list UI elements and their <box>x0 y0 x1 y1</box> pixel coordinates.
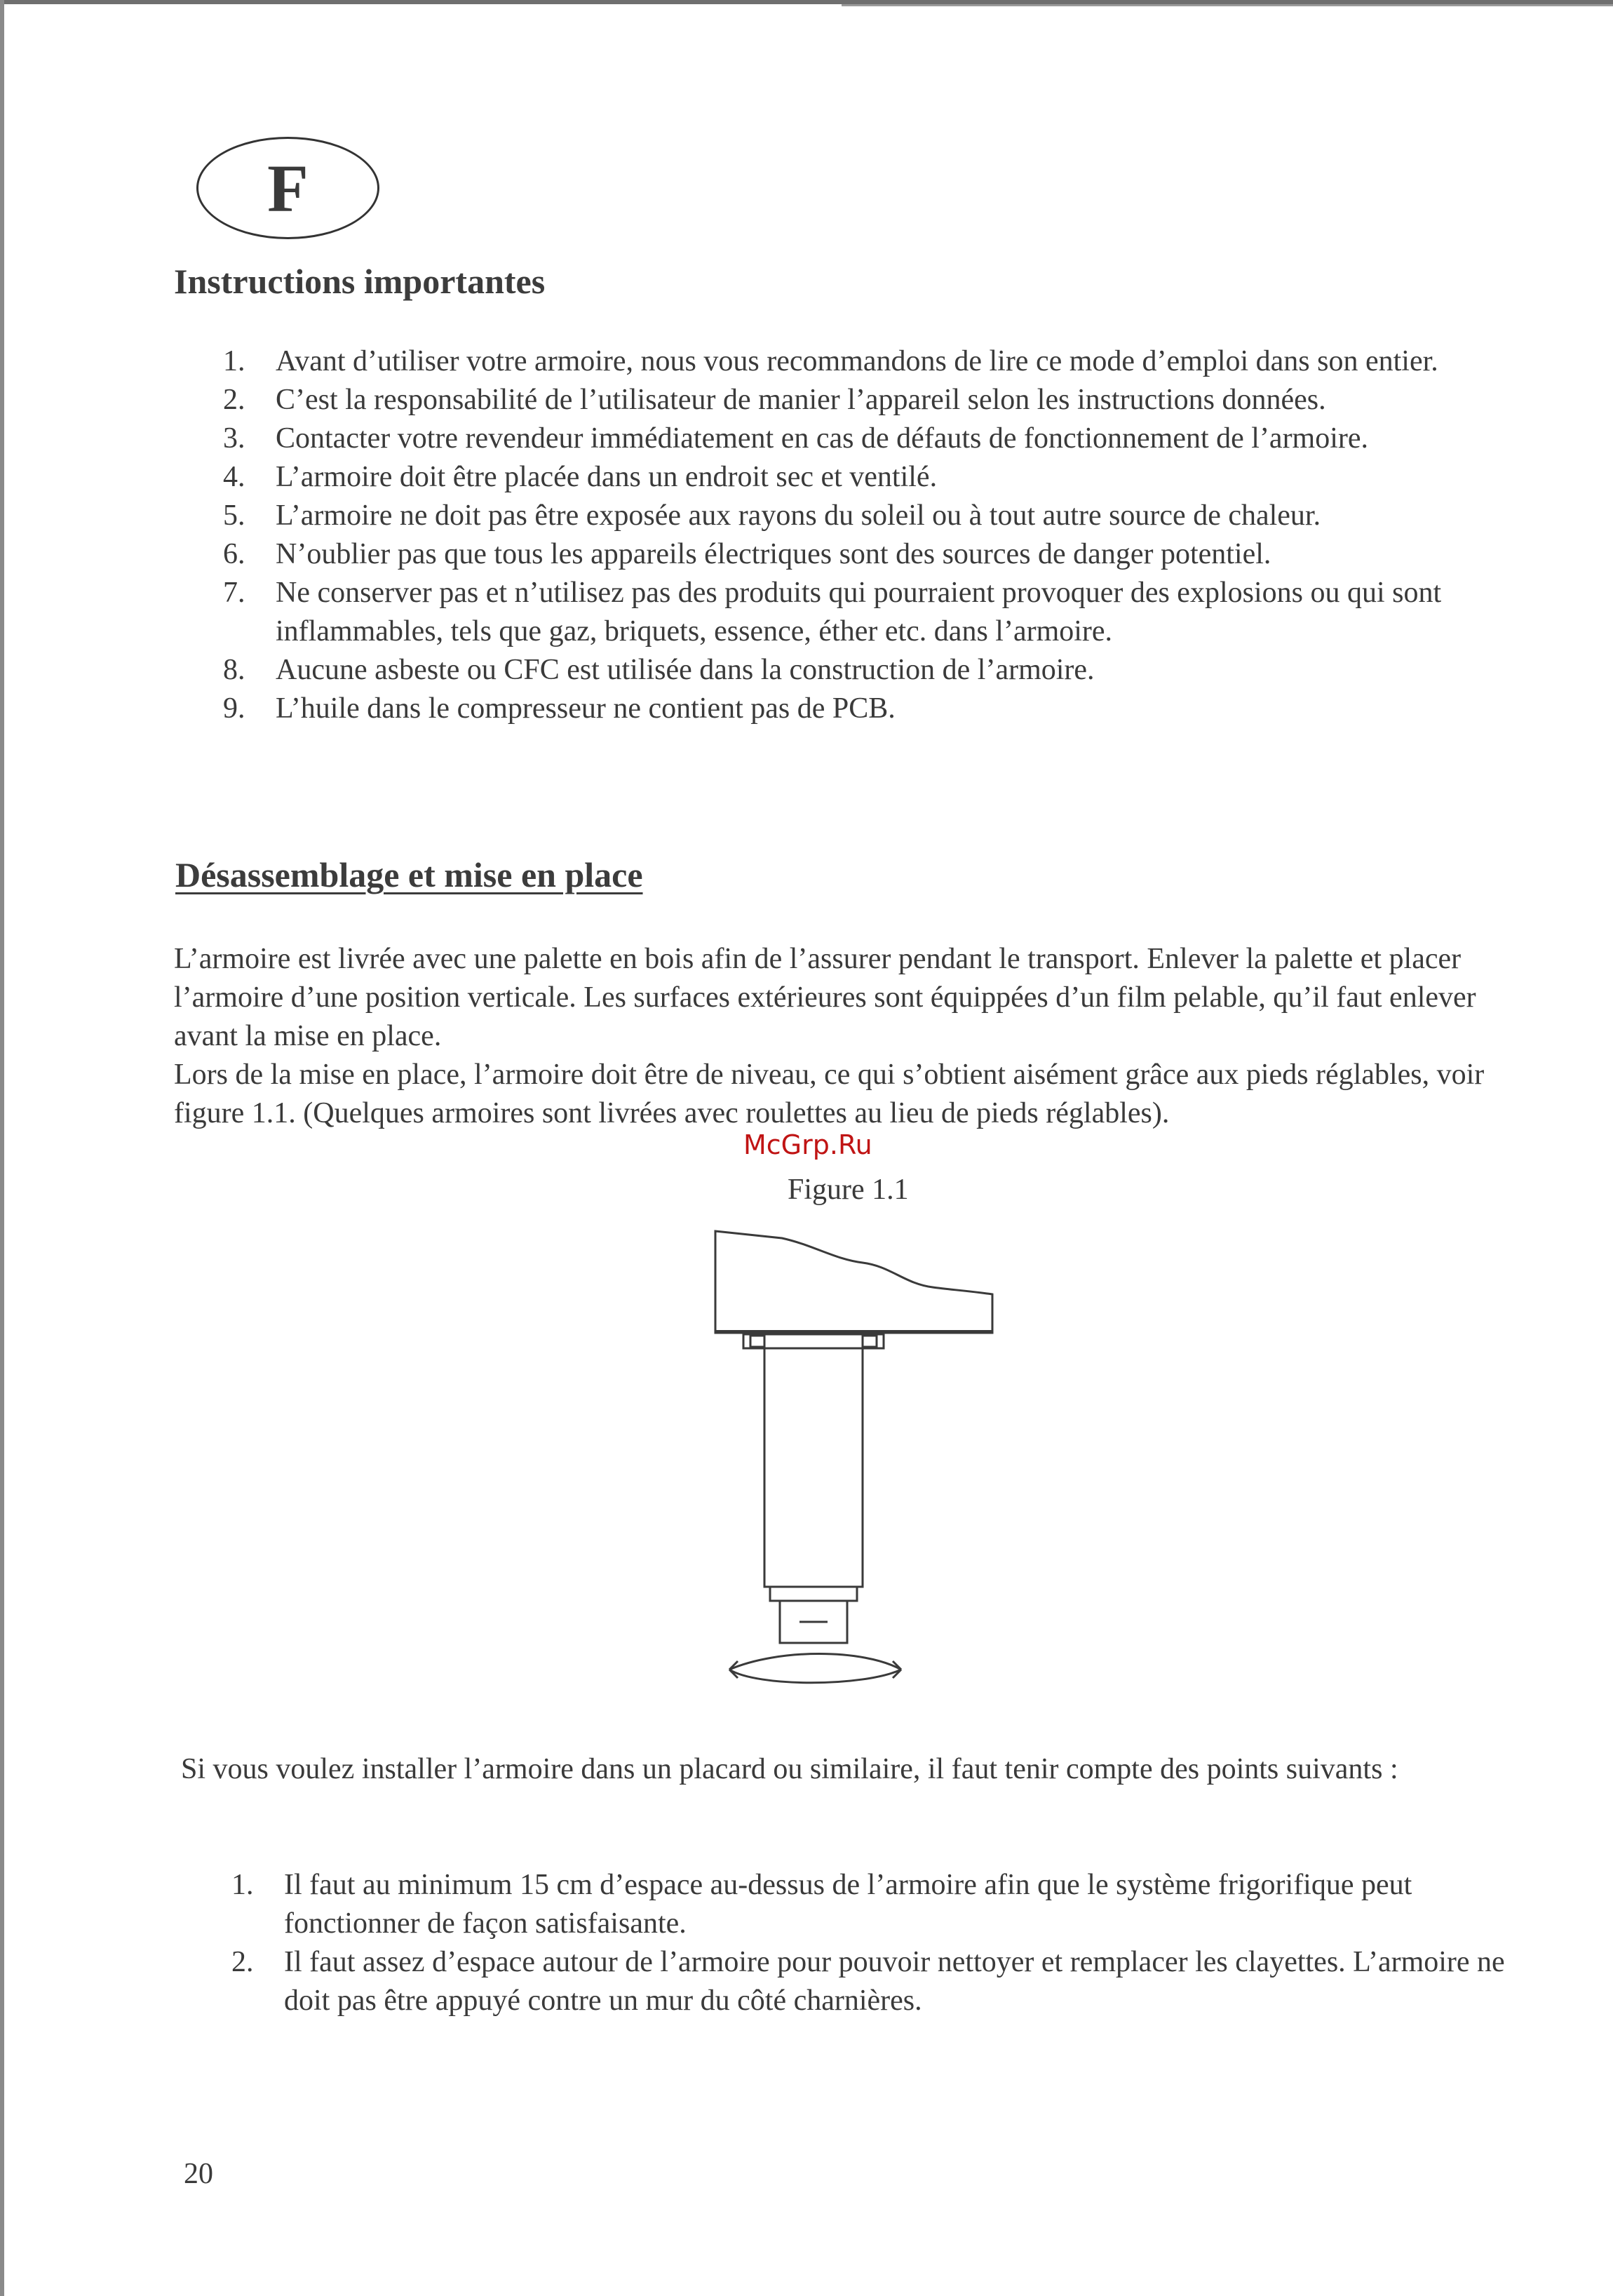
figure-caption: Figure 1.1 <box>788 1174 909 1206</box>
list-item: 7. Ne conserver pas et n’utilisez pas des produits qui pourraient provoquer des explosions ou qui sont inflammables, tels que gaz, briquets, essence, éther etc. dans l’armoire. <box>223 577 1442 647</box>
list-item: 1. Avant d’utiliser votre armoire, nous vous recommandons de lire ce mode d’emploi dans son entier. <box>223 345 1438 377</box>
list-item: 5. L’armoire ne doit pas être exposée aux rayons du soleil ou à tout autre source de chaleur. <box>223 499 1321 532</box>
adjustable-foot-diagram <box>694 1221 1003 1698</box>
foot-body <box>764 1348 863 1587</box>
rotation-arrowhead-left <box>729 1661 738 1678</box>
list-item: 1. Il faut au minimum 15 cm d’espace au-dessus de l’armoire afin que le système frigorifique peut fonctionner de façon satisfaisante. <box>231 1869 1412 1940</box>
scan-top-edge-secondary <box>842 4 1613 6</box>
paragraph-leveling: Lors de la mise en place, l’armoire doit être de niveau, ce qui s’obtient aisément grâce aux pieds réglables, voir figure 1.1. (Quelques armoires sont livrées avec roulettes au lieu de pieds réglables). <box>174 1059 1485 1129</box>
placement-text: Si vous voulez installer l’armoire dans un placard ou similaire, il faut tenir compte des points suivants : <box>181 1753 1398 1785</box>
instructions-list <box>223 342 1538 728</box>
paragraph-pallet: L’armoire est livrée avec une palette en bois afin de l’assurer pendant le transport. Enlever la palette et placer l’armoire d’une position verticale. Les surfaces extérieures sont équippées d’un film pelable, qu’il faut enlever avant la mise en place. <box>174 943 1476 1052</box>
mount-bolt-left <box>750 1336 764 1347</box>
watermark: McGrp.Ru <box>743 1129 872 1160</box>
rotation-arrowhead-right <box>893 1661 901 1678</box>
section-title-instructions: Instructions importantes <box>174 262 546 301</box>
cabinet-base-outline <box>715 1231 992 1333</box>
scan-left-edge <box>0 0 4 2296</box>
section-title-disassembly: Désassemblage et mise en place <box>175 855 643 894</box>
placement-list <box>231 1866 1532 2020</box>
page-number: 20 <box>184 2158 213 2190</box>
list-item: 3. Contacter votre revendeur immédiatement en cas de défauts de fonctionnement de l’armoire. <box>223 422 1369 455</box>
mount-bolt-right <box>863 1336 877 1347</box>
list-item: 9. L’huile dans le compresseur ne contient pas de PCB. <box>223 692 896 725</box>
disassembly-text <box>174 940 1492 1133</box>
rotation-arrow <box>729 1654 901 1683</box>
list-item: 2. Il faut assez d’espace autour de l’armoire pour pouvoir nettoyer et remplacer les clayettes. L’armoire ne doit pas être appuyé contre un mur du côté charnières. <box>231 1946 1505 2017</box>
list-item: 6. N’oublier pas que tous les appareils électriques sont des sources de danger potentiel. <box>223 538 1271 570</box>
list-item: 2. C’est la responsabilité de l’utilisateur de manier l’appareil selon les instructions données. <box>223 384 1326 416</box>
list-item: 8. Aucune asbeste ou CFC est utilisée dans la construction de l’armoire. <box>223 654 1095 686</box>
foot-collar <box>770 1587 857 1601</box>
language-badge: F <box>196 137 379 239</box>
list-item: 4. L’armoire doit être placée dans un endroit sec et ventilé. <box>223 461 938 493</box>
